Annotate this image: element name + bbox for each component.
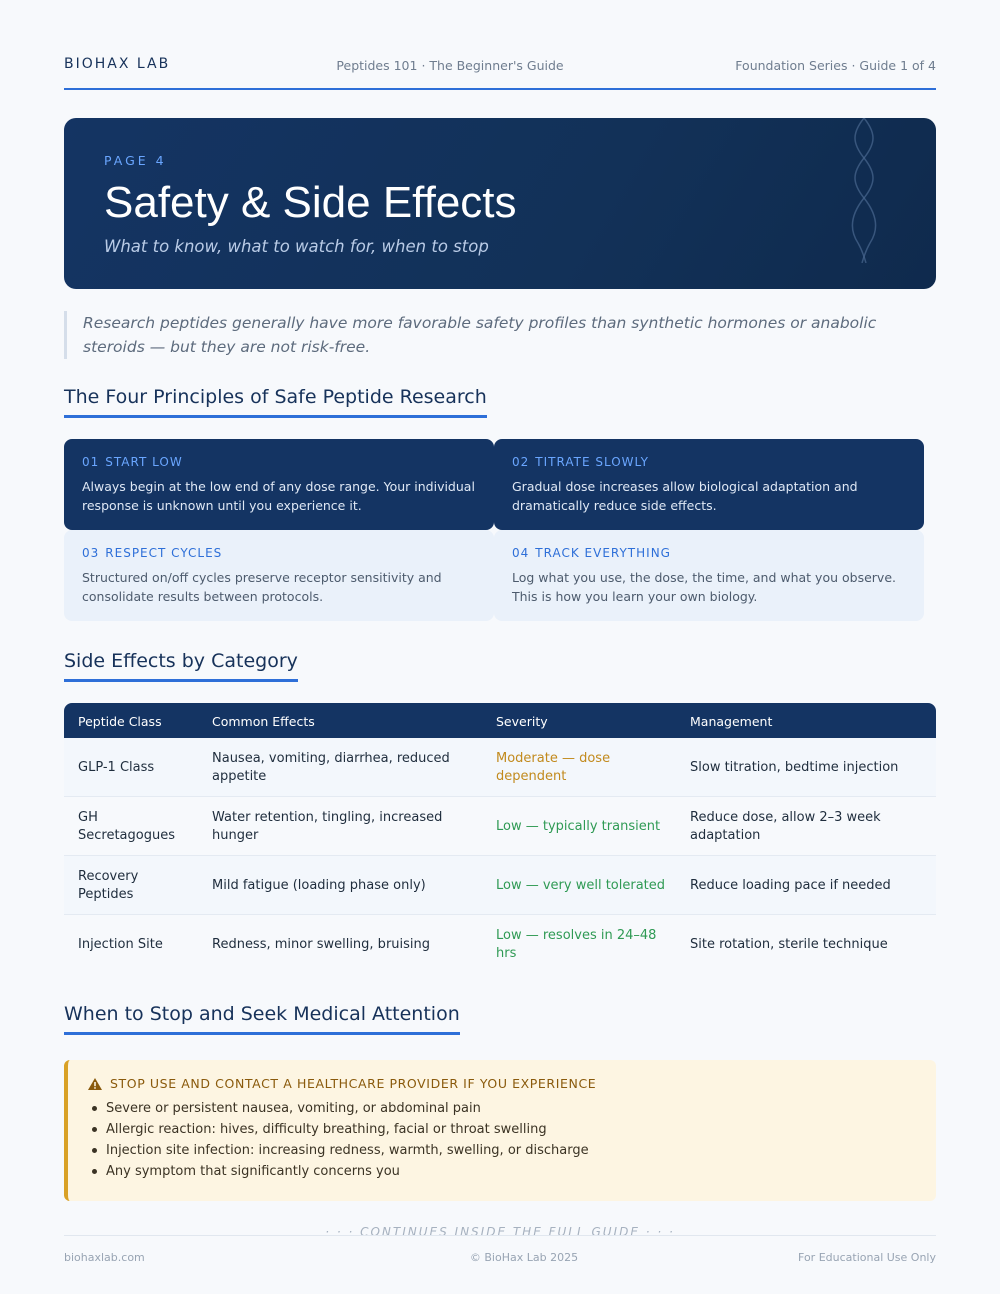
table-row xyxy=(64,915,936,974)
table-header xyxy=(64,703,936,738)
table-row xyxy=(64,797,936,856)
principles-title: The Four Principles of Safe Peptide Research xyxy=(64,386,487,418)
page xyxy=(64,0,936,1294)
table-row xyxy=(64,738,936,797)
principle-heading: RESPECT CYCLES xyxy=(105,546,223,560)
list-item: Severe or persistent nausea, vomiting, or abdominal pain xyxy=(88,1098,916,1119)
principle-body: Always begin at the low end of any dose range. Your individual response is unknown until you experience it. xyxy=(82,479,475,513)
page-title: Safety & Side Effects xyxy=(104,178,517,227)
warning-heading: STOP USE AND CONTACT A HEALTHCARE PROVIDER IF YOU EXPERIENCE xyxy=(110,1076,597,1091)
principle-body: Structured on/off cycles preserve receptor sensitivity and consolidate results between protocols. xyxy=(82,570,442,604)
peptide-class-cell: GLP-1 Class xyxy=(78,759,155,775)
management-cell: Site rotation, sterile technique xyxy=(690,936,888,952)
principle-heading: START LOW xyxy=(105,455,183,469)
column-header: Common Effects xyxy=(212,714,315,729)
side-effects-title: Side Effects by Category xyxy=(64,650,298,682)
principle-card-3 xyxy=(64,530,494,621)
severity-cell: Moderate — dose dependent xyxy=(496,750,611,784)
peptide-class-cell: Injection Site xyxy=(78,936,163,952)
column-header: Peptide Class xyxy=(78,714,162,729)
common-effects-cell: Redness, minor swelling, bruising xyxy=(212,936,431,952)
table-row xyxy=(64,856,936,915)
common-effects-cell: Mild fatigue (loading phase only) xyxy=(212,877,426,893)
column-header: Severity xyxy=(496,714,548,729)
warning-list xyxy=(88,1098,916,1182)
hero-banner xyxy=(64,118,936,289)
footer-website: biohaxlab.com xyxy=(64,1251,145,1264)
medical-attention-title: When to Stop and Seek Medical Attention xyxy=(64,1003,460,1035)
management-cell: Reduce dose, allow 2–3 week adaptation xyxy=(690,809,881,843)
severity-cell: Low — resolves in 24–48 hrs xyxy=(496,927,657,961)
peptide-class-cell: GH Secretagogues xyxy=(78,809,175,843)
principle-body: Log what you use, the dose, the time, and what you observe. This is how you learn your own biology. xyxy=(512,570,896,604)
principle-card-4 xyxy=(494,530,924,621)
page-subtitle: What to know, what to watch for, when to stop xyxy=(104,237,489,256)
principle-heading: TITRATE SLOWLY xyxy=(535,455,649,469)
side-effects-table xyxy=(64,703,936,974)
principle-heading: TRACK EVERYTHING xyxy=(535,546,671,560)
intro-quote xyxy=(64,311,936,359)
principle-card-1 xyxy=(64,439,494,530)
common-effects-cell: Water retention, tingling, increased hunger xyxy=(212,809,443,843)
intro-quote-text: Research peptides generally have more favorable safety profiles than synthetic hormones or anabolic steroids — but they are not risk-free. xyxy=(83,314,877,356)
warning-box xyxy=(64,1060,936,1201)
management-cell: Slow titration, bedtime injection xyxy=(690,759,899,775)
common-effects-cell: Nausea, vomiting, diarrhea, reduced appetite xyxy=(212,750,450,784)
principle-number: 02 xyxy=(512,455,530,469)
series-label: Foundation Series · Guide 1 of 4 xyxy=(735,58,936,73)
guide-title: Peptides 101 · The Beginner's Guide xyxy=(336,58,564,73)
principle-card-2 xyxy=(494,439,924,530)
warning-triangle-icon xyxy=(88,1078,102,1090)
table-body xyxy=(64,738,936,974)
principle-body: Gradual dose increases allow biological adaptation and dramatically reduce side effects. xyxy=(512,479,858,513)
footer-copyright: © BioHax Lab 2025 xyxy=(469,1251,579,1264)
principle-number: 01 xyxy=(82,455,100,469)
brand-name: BIOHAX LAB xyxy=(64,56,171,72)
severity-cell: Low — very well tolerated xyxy=(496,877,666,893)
severity-cell: Low — typically transient xyxy=(496,818,661,834)
dna-helix-icon xyxy=(844,118,884,263)
continues-note: · · · CONTINUES INSIDE THE FULL GUIDE · · · xyxy=(325,1225,675,1239)
top-header xyxy=(64,54,936,90)
list-item: Allergic reaction: hives, difficulty breathing, facial or throat swelling xyxy=(88,1119,916,1140)
list-item: Any symptom that significantly concerns you xyxy=(88,1161,916,1182)
principle-number: 03 xyxy=(82,546,100,560)
peptide-class-cell: Recovery Peptides xyxy=(78,868,139,902)
page-footer xyxy=(64,1235,936,1265)
page-kicker: PAGE 4 xyxy=(104,153,167,168)
column-header: Management xyxy=(690,714,773,729)
footer-disclaimer: For Educational Use Only xyxy=(798,1251,936,1264)
principle-number: 04 xyxy=(512,546,530,560)
list-item: Injection site infection: increasing redness, warmth, swelling, or discharge xyxy=(88,1140,916,1161)
management-cell: Reduce loading pace if needed xyxy=(690,877,891,893)
